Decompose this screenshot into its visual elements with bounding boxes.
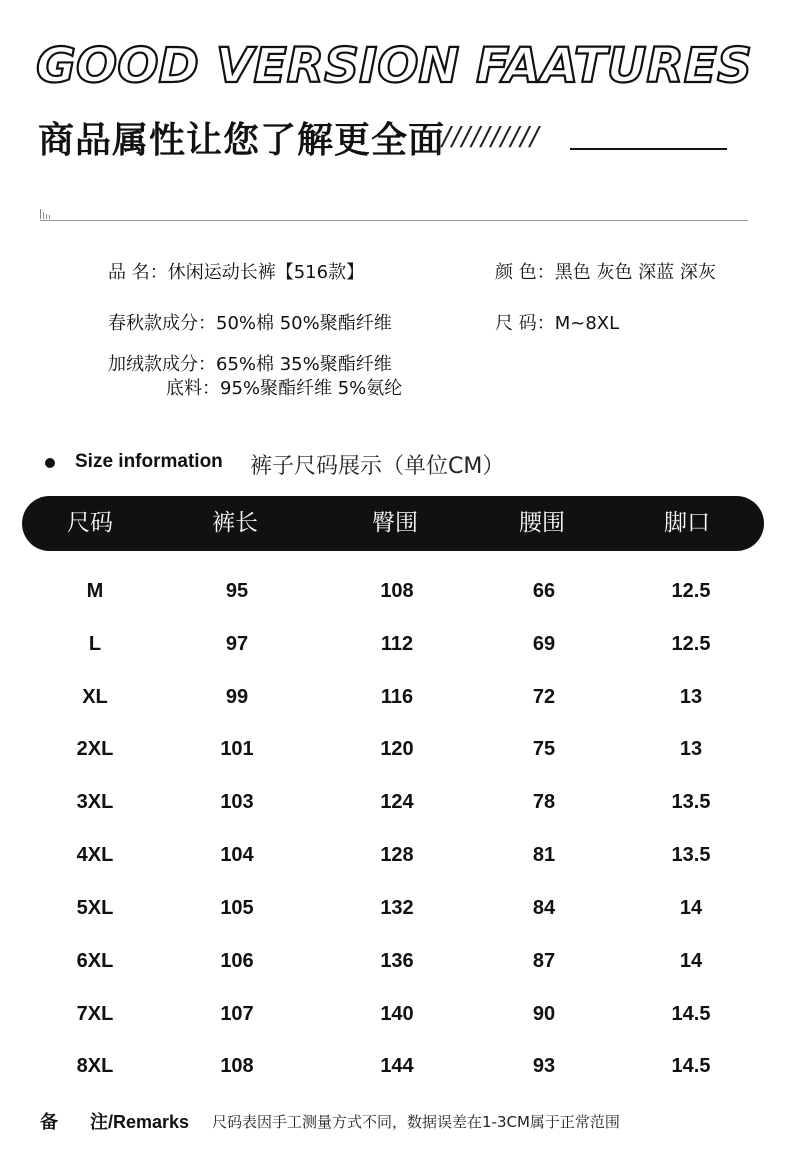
- cell-waist: 81: [532, 844, 556, 866]
- page-title: 商品属性让您了解更全面: [38, 120, 446, 161]
- cell-hip: 132: [380, 897, 414, 919]
- cell-length: 101: [220, 738, 254, 760]
- cell-size: 4XL: [76, 844, 114, 866]
- cell-hem: 12.5: [671, 580, 711, 602]
- header-length: 裤长: [212, 510, 258, 536]
- cell-size: M: [86, 580, 104, 602]
- size-title-en: Size information: [75, 451, 223, 472]
- cell-size: 6XL: [76, 950, 114, 972]
- cell-waist: 72: [532, 686, 556, 708]
- table-row: [0, 988, 790, 1040]
- table-row: [0, 723, 790, 775]
- cell-length: 104: [220, 844, 254, 866]
- cell-waist: 93: [532, 1055, 556, 1077]
- cell-size: 3XL: [76, 791, 114, 813]
- table-row: [0, 671, 790, 723]
- cell-size: 5XL: [76, 897, 114, 919]
- cell-hem: 14: [679, 950, 703, 972]
- remarks-label: 注/Remarks: [90, 1112, 190, 1132]
- banner-text: GOOD VERSION FAATURES: [36, 38, 753, 88]
- header-hem: 脚口: [664, 510, 710, 536]
- cell-hem: 13.5: [671, 844, 711, 866]
- cell-length: 108: [220, 1055, 254, 1077]
- cell-waist: 75: [532, 738, 556, 760]
- cell-size: XL: [82, 686, 108, 708]
- title-underline: [570, 148, 727, 150]
- cell-hem: 13: [679, 738, 703, 760]
- cell-size: 2XL: [76, 738, 114, 760]
- table-row: [0, 935, 790, 987]
- cell-hip: 124: [380, 791, 414, 813]
- attr-base-value: 95%聚酯纤维 5%氨纶: [220, 378, 403, 399]
- cell-waist: 69: [532, 633, 556, 655]
- attr-size-value: M~8XL: [554, 313, 620, 334]
- cell-hip: 112: [380, 633, 414, 655]
- cell-hem: 14.5: [671, 1003, 711, 1025]
- cell-hip: 136: [380, 950, 414, 972]
- cell-waist: 66: [532, 580, 556, 602]
- attr-color-value: 黑色 灰色 深蓝 深灰: [554, 262, 716, 283]
- attr-base: [166, 378, 402, 400]
- attr-base-key: 底料：: [166, 378, 220, 399]
- cell-length: 99: [225, 686, 249, 708]
- cell-waist: 87: [532, 950, 556, 972]
- cell-hem: 14.5: [671, 1055, 711, 1077]
- banner-title: [36, 38, 756, 88]
- cell-length: 97: [225, 633, 249, 655]
- title-slashes: //////////: [442, 122, 540, 152]
- cell-waist: 90: [532, 1003, 556, 1025]
- cell-waist: 78: [532, 791, 556, 813]
- attr-color-key: 颜 色：: [495, 262, 555, 283]
- header-size: 尺码: [67, 510, 113, 536]
- attr-spring-autumn: [108, 313, 392, 335]
- table-row: [0, 776, 790, 828]
- attr-fleece: [108, 354, 392, 376]
- cell-length: 106: [220, 950, 254, 972]
- cell-size: L: [88, 633, 102, 655]
- cell-hip: 144: [380, 1055, 414, 1077]
- cell-hip: 140: [380, 1003, 414, 1025]
- cell-length: 105: [220, 897, 254, 919]
- attr-fleece-value: 65%棉 35%聚酯纤维: [216, 354, 392, 375]
- table-row: [0, 618, 790, 670]
- cell-size: 8XL: [76, 1055, 114, 1077]
- size-table-header: [22, 496, 764, 551]
- attr-spring-autumn-key: 春秋款成分：: [108, 313, 216, 334]
- cell-hem: 13: [679, 686, 703, 708]
- attr-name: [108, 262, 364, 284]
- bullet-dot: [45, 458, 55, 468]
- attr-color: [495, 262, 716, 284]
- attr-spring-autumn-value: 50%棉 50%聚酯纤维: [216, 313, 392, 334]
- attr-fleece-key: 加绒款成分：: [108, 354, 216, 375]
- cell-waist: 84: [532, 897, 556, 919]
- cell-hem: 14: [679, 897, 703, 919]
- attr-size-key: 尺 码：: [495, 313, 555, 334]
- cell-length: 107: [220, 1003, 254, 1025]
- cell-hip: 116: [380, 686, 414, 708]
- table-row: [0, 882, 790, 934]
- attr-name-key: 品 名：: [108, 262, 168, 283]
- remarks-label-cn: 备: [40, 1112, 58, 1133]
- header-hip: 臀围: [372, 510, 418, 536]
- cell-length: 95: [225, 580, 249, 602]
- size-title-cn: 裤子尺码展示（单位CM）: [250, 454, 505, 479]
- attr-name-value: 休闲运动长裤【516款】: [167, 262, 365, 283]
- section-divider: [40, 220, 748, 221]
- remarks-text: 尺码表因手工测量方式不同，数据误差在1-3CM属于正常范围: [212, 1113, 620, 1131]
- cell-length: 103: [220, 791, 254, 813]
- cell-hem: 12.5: [671, 633, 711, 655]
- table-row: [0, 565, 790, 617]
- table-row: [0, 1040, 790, 1092]
- cell-hem: 13.5: [671, 791, 711, 813]
- header-waist: 腰围: [519, 510, 565, 536]
- cell-size: 7XL: [76, 1003, 114, 1025]
- table-row: [0, 829, 790, 881]
- cell-hip: 108: [380, 580, 414, 602]
- bars-icon: [40, 207, 52, 219]
- attr-size: [495, 313, 619, 335]
- cell-hip: 128: [380, 844, 414, 866]
- cell-hip: 120: [380, 738, 414, 760]
